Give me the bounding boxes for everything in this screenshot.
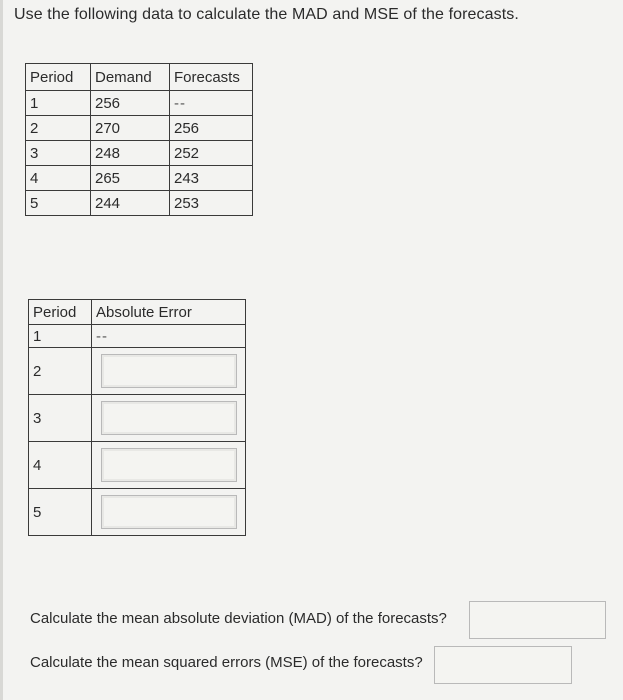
table-row xyxy=(26,116,253,141)
cell-absolute-error xyxy=(92,489,246,536)
table-row xyxy=(26,191,253,216)
page-title: Use the following data to calculate the MAD and MSE of the forecasts. xyxy=(14,6,519,23)
cell-absolute-error xyxy=(92,395,246,442)
cell-period: 4 xyxy=(29,442,92,489)
cell-period: 4 xyxy=(26,166,91,191)
table-row xyxy=(26,141,253,166)
absolute-error-input-4[interactable] xyxy=(101,448,237,482)
table-header-row xyxy=(26,64,253,91)
cell-demand: 270 xyxy=(91,116,170,141)
table-row xyxy=(26,166,253,191)
mad-question: Calculate the mean absolute deviation (MAD) of the forecasts? xyxy=(30,610,447,627)
table-row xyxy=(29,442,246,489)
page-border xyxy=(0,0,3,700)
cell-absolute-error xyxy=(92,442,246,489)
cell-demand: 256 xyxy=(91,91,170,116)
header-period: Period xyxy=(26,64,91,91)
cell-forecast: 252 xyxy=(170,141,253,166)
cell-period: 5 xyxy=(29,489,92,536)
cell-absolute-error: -- xyxy=(92,325,246,348)
cell-period: 3 xyxy=(29,395,92,442)
header-period: Period xyxy=(29,300,92,325)
header-forecasts: Forecasts xyxy=(170,64,253,91)
cell-forecast: -- xyxy=(170,91,253,116)
cell-period: 1 xyxy=(26,91,91,116)
cell-period: 1 xyxy=(29,325,92,348)
table-row xyxy=(29,348,246,395)
mad-answer-input[interactable] xyxy=(469,601,606,639)
absolute-error-input-3[interactable] xyxy=(101,401,237,435)
cell-period: 3 xyxy=(26,141,91,166)
cell-demand: 265 xyxy=(91,166,170,191)
cell-period: 5 xyxy=(26,191,91,216)
mse-answer-input[interactable] xyxy=(434,646,572,684)
table-row xyxy=(26,91,253,116)
table-header-row xyxy=(29,300,246,325)
mse-question: Calculate the mean squared errors (MSE) of the forecasts? xyxy=(30,654,423,671)
table-row xyxy=(29,395,246,442)
header-demand: Demand xyxy=(91,64,170,91)
absolute-error-input-5[interactable] xyxy=(101,495,237,529)
demand-forecast-table xyxy=(25,63,253,216)
cell-period: 2 xyxy=(29,348,92,395)
cell-forecast: 253 xyxy=(170,191,253,216)
table-row xyxy=(29,489,246,536)
table-row xyxy=(29,325,246,348)
cell-period: 2 xyxy=(26,116,91,141)
cell-demand: 244 xyxy=(91,191,170,216)
cell-forecast: 243 xyxy=(170,166,253,191)
absolute-error-table xyxy=(28,299,246,536)
absolute-error-input-2[interactable] xyxy=(101,354,237,388)
header-absolute-error: Absolute Error xyxy=(92,300,246,325)
cell-demand: 248 xyxy=(91,141,170,166)
cell-forecast: 256 xyxy=(170,116,253,141)
cell-absolute-error xyxy=(92,348,246,395)
